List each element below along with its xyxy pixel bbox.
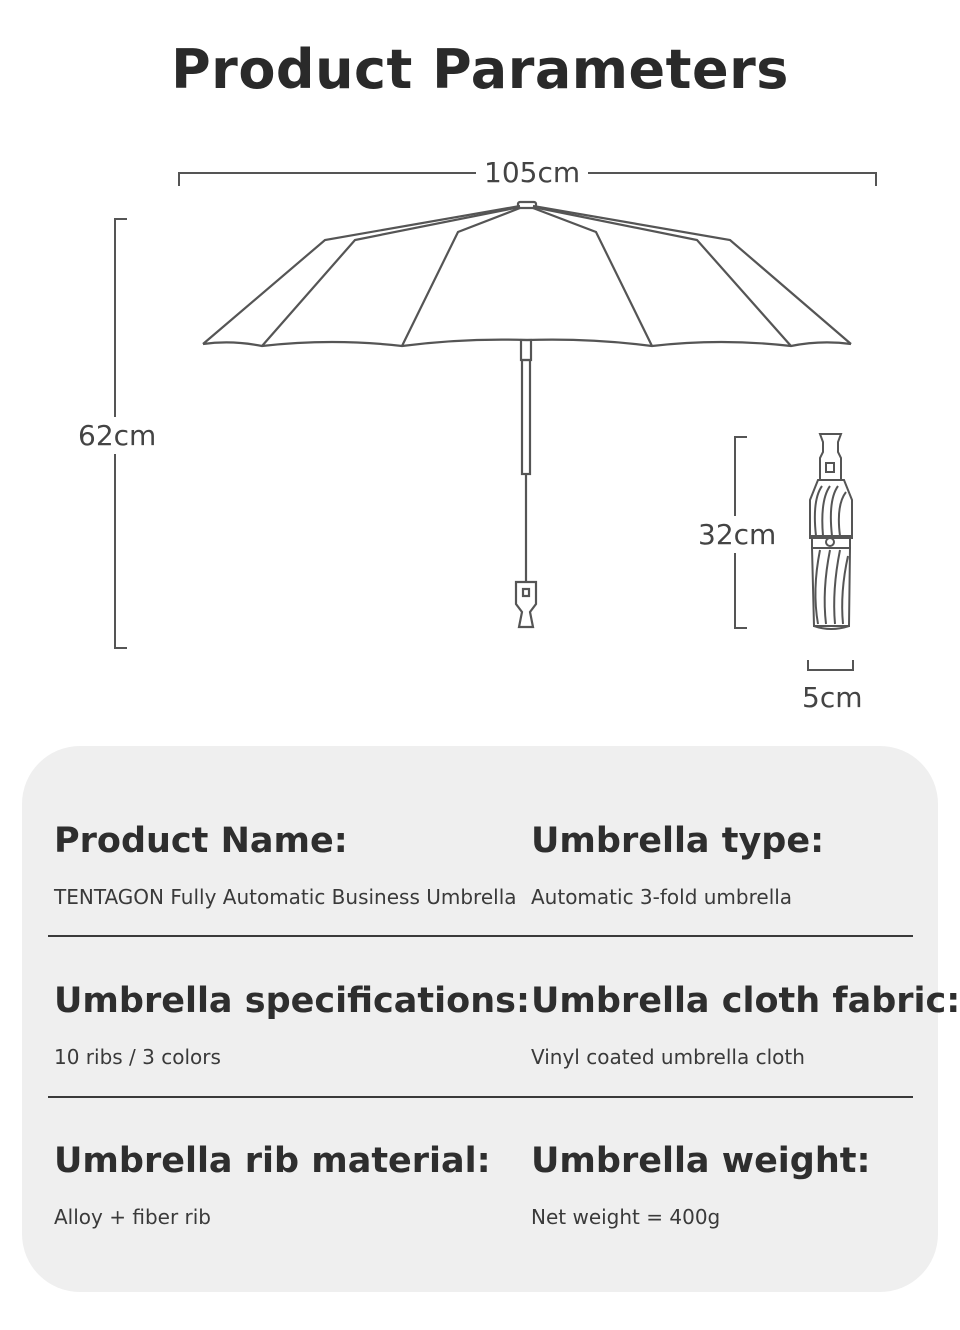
spec-value: 10 ribs / 3 colors [54, 1045, 221, 1069]
spec-umbrella-weight [531, 1141, 951, 1229]
spec-product-name [54, 821, 517, 909]
spec-label: Umbrella specifications: [54, 981, 530, 1021]
spec-label: Umbrella weight: [531, 1141, 871, 1181]
open-umbrella [203, 202, 851, 627]
divider [48, 935, 913, 937]
spec-label: Umbrella type: [531, 821, 825, 861]
spec-umbrella-type [531, 821, 951, 909]
spec-value: Vinyl coated umbrella cloth [531, 1045, 805, 1069]
spec-label: Product Name: [54, 821, 348, 861]
page-title: Product Parameters [171, 38, 789, 101]
folded-width-dimension-line [808, 660, 853, 670]
open-height-label: 62cm [78, 419, 157, 452]
spec-value: Alloy + fiber rib [54, 1205, 211, 1229]
folded-umbrella [810, 434, 852, 629]
spec-rib-material [54, 1141, 491, 1229]
spec-cloth-fabric [531, 981, 960, 1069]
specifications-panel [22, 746, 960, 1292]
folded-width-label: 5cm [802, 681, 863, 714]
spec-value: Net weight = 400g [531, 1205, 721, 1229]
spec-label: Umbrella cloth fabric: [531, 981, 960, 1021]
folded-length-label: 32cm [698, 518, 777, 551]
spec-label: Umbrella rib material: [54, 1141, 491, 1181]
divider [48, 1096, 913, 1098]
spec-umbrella-specifications [54, 981, 530, 1069]
open-width-label: 105cm [476, 156, 588, 189]
spec-value: TENTAGON Fully Automatic Business Umbrella [54, 885, 517, 909]
spec-value: Automatic 3-fold umbrella [531, 885, 793, 909]
